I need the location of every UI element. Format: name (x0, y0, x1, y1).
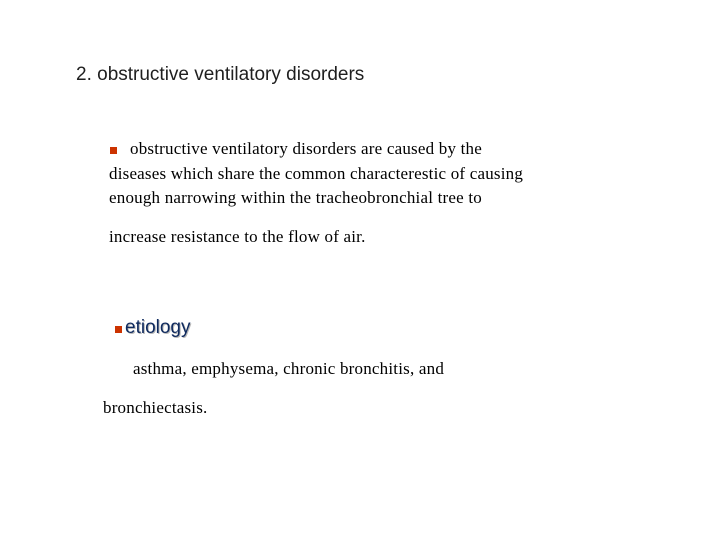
bullet-1-line-3: enough narrowing within the tracheobronchial tree to (109, 188, 482, 207)
slide-title: 2. obstructive ventilatory disorders (76, 64, 365, 85)
bullet-1-line-4: increase resistance to the flow of air. (109, 227, 366, 246)
etiology-heading: etiology (125, 317, 191, 338)
bullet-square-icon (110, 147, 117, 154)
etiology-line-2: bronchiectasis. (103, 398, 208, 417)
bullet-1-line-2: diseases which share the common characterestic of causing (109, 164, 524, 183)
etiology-line-1: asthma, emphysema, chronic bronchitis, and (133, 359, 445, 378)
bullet-1-line-1: obstructive ventilatory disorders are caused by the (130, 139, 482, 158)
bullet-square-icon (115, 326, 122, 333)
